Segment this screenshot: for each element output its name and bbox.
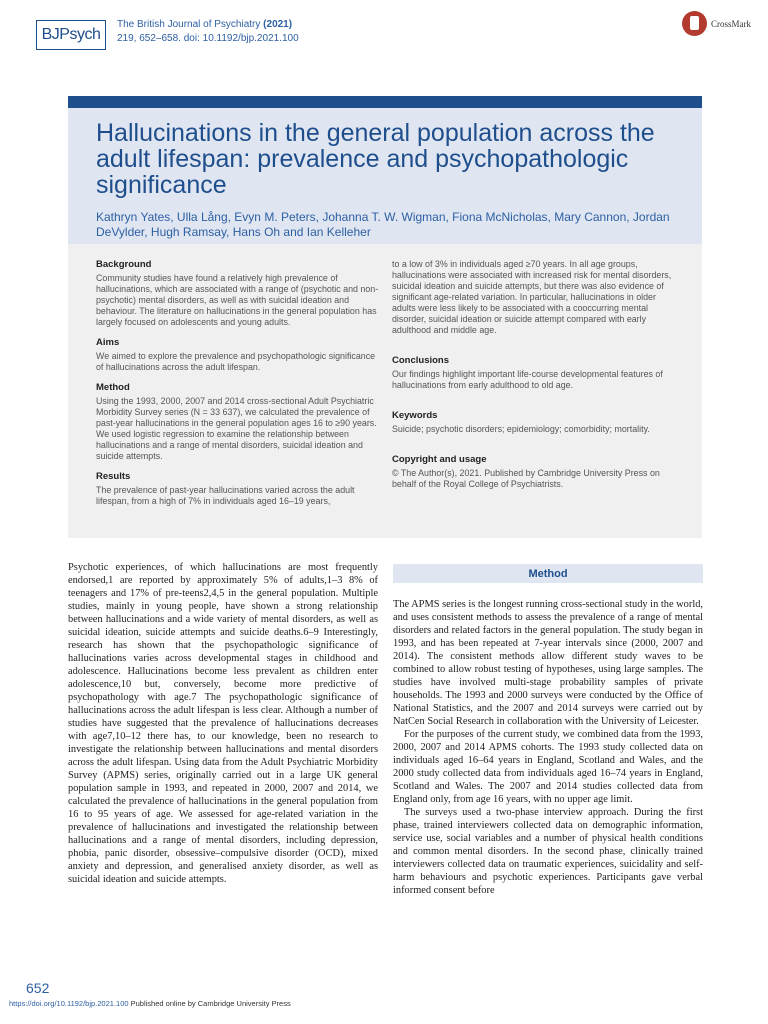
copyright-text: © The Author(s), 2021. Published by Cambridge University Press on behalf of the Royal College of Psychiatrists. xyxy=(392,468,660,489)
method-paragraph-1: The APMS series is the longest running cross-sectional study in the world, and uses consistent methods to assess the prevalence of a range of mental disorders and related factors in the general population. The study began in 1993, and has been repeated at 7-year intervals since (2000, 2007 and 2014). The consistent methods allow different study waves to be combined to allow robust testing of hypotheses, using large samples. The studies have involved multi-stage probability samples of private households. The 1993 and 2000 surveys were conducted by the Office of National Statistics, and the 2007 and 2014 surveys were carried out by NatCen Social Research in collaboration with the University of Leicester. xyxy=(393,599,703,727)
published-note: Published online by Cambridge University Press xyxy=(128,999,291,1008)
crossmark-icon xyxy=(682,11,707,36)
journal-logo xyxy=(36,20,106,50)
copyright-heading: Copyright and usage xyxy=(392,454,487,465)
citation[interactable]: 219, 652–658. doi: 10.1192/bjp.2021.100 xyxy=(117,33,299,44)
keywords-text: Suicide; psychotic disorders; epidemiology; comorbidity; mortality. xyxy=(392,424,650,434)
journal-info xyxy=(117,18,299,46)
journal-name[interactable]: The British Journal of Psychiatry xyxy=(117,19,261,30)
author-list: Kathryn Yates, Ulla Lång, Evyn M. Peters, Johanna T. W. Wigman, Fiona McNicholas, Mary Cannon, Jordan DeVylder, Hugh Ramsay, Hans Oh and Ian Kelleher xyxy=(96,210,670,239)
conclusions-text: Our findings highlight important life-course developmental features of hallucinations from early adulthood to old age. xyxy=(392,369,663,390)
intro-column xyxy=(68,561,378,886)
crossmark-label: CrossMark xyxy=(711,18,751,29)
doi-link[interactable]: https://doi.org/10.1192/bjp.2021.100 xyxy=(9,999,129,1008)
background-text: Community studies have found a relatively high prevalence of hallucinations, which are associated with a range of (psychotic and non-psychotic) mental disorders, as well as with suicidal ideation and behaviour. The literature on hallucinations in the general population has largely focused on adolescents and young adults. xyxy=(96,273,379,327)
journal-year: (2021) xyxy=(263,19,293,30)
article-title: Hallucinations in the general population across the adult lifespan: prevalence and psychopathologic significance xyxy=(96,119,655,199)
crossmark-badge[interactable] xyxy=(682,11,751,36)
aims-heading: Aims xyxy=(96,337,120,348)
intro-paragraph: Psychotic experiences, of which hallucinations are most frequently endorsed,1 are reported by approximately 5% of adults,1–3 8% of teenagers and 17% of pre-teens2,4,5 in the general population. Multiple studies, mainly in young people, have shown a strong relationship between hallucinations and a wide variety of mental disorders, as well as suicidal ideation, suicide attempts and suicide deaths.6–9 Interestingly, research has shown that the psychopathologic significance of hallucinations varies across developmental stages in childhood and adolescence. Hallucinations become less prevalent as children enter adolescence,10 but, conversely, become more predictive of psychopathology with age.7 The psychopathologic significance of hallucinations across the adult lifespan is less clear. Although a number of studies have suggested that the prevalence of hallucinations decreases with age7,10–12 there has, to our knowledge, been no research to investigate the relationship between hallucinations and mental disorders across the adult lifespan. Using data from the Adult Psychiatric Morbidity Survey (APMS) series, originally carried out in a large UK general population sample in 1993, and repeated in 2000, 2007 and 2014, we calculated the prevalence of hallucinations in the general population from 16 to 95 years of age. We assessed for age-related variation in the prevalence of hallucinations and investigated the relationship between hallucinations and a range of mental disorders, including depression, phobia, panic disorder, obsessive–compulsive disorder (OCD), mixed anxiety and depression, and generalised anxiety disorder, as well as suicidal ideation and suicide attempts. xyxy=(68,562,378,885)
results-text-part2: to a low of 3% in individuals aged ≥70 years. In all age groups, hallucinations were associated with increased risk for mental disorders, suicidal ideation and suicide attempts, but there was also evidence of significant age-related variation. In particular, hallucinations in older adults were less likely to be associated with a cooccurring mental disorder, suicidal ideation or suicide attempt compared with early adulthood and middle age. xyxy=(392,259,672,335)
abstract-right-column xyxy=(392,259,678,499)
keywords-heading: Keywords xyxy=(392,410,438,421)
method-column xyxy=(393,598,703,897)
method-paragraph-3: The surveys used a two-phase interview approach. During the first phase, trained interviewers collected data on demographic information, service use, social variables and a number of physical health conditions and common mental disorders. In the second phase, clinically trained interviewers collected data on traumatic experiences, suicidality and self-harm behaviours and psychotic experiences. Participants gave verbal informed consent before xyxy=(393,807,703,896)
method-section-bar xyxy=(393,564,703,583)
footer-line xyxy=(9,999,291,1008)
method-section-heading: Method xyxy=(528,567,568,580)
method-heading: Method xyxy=(96,382,130,393)
results-text-part1: The prevalence of past-year hallucinations varied across the adult lifespan, from a high of 7% in individuals aged 16–19 years, xyxy=(96,485,355,506)
method-text: Using the 1993, 2000, 2007 and 2014 cross-sectional Adult Psychiatric Morbidity Survey series (N = 33 637), we calculated the prevalence of past-year hallucinations in the general population ages 16 to ≥90 years. We used logistic regression to examine the relationship between hallucinations and a range of mental disorders, suicidal ideation and suicide attempts. xyxy=(96,396,377,461)
background-heading: Background xyxy=(96,259,152,270)
abstract-left-column xyxy=(96,259,382,516)
title-top-bar xyxy=(68,96,702,108)
conclusions-heading: Conclusions xyxy=(392,355,450,366)
results-heading: Results xyxy=(96,471,131,482)
page-number: 652 xyxy=(26,980,50,996)
aims-text: We aimed to explore the prevalence and psychopathologic significance of hallucinations across the adult lifespan. xyxy=(96,351,376,372)
method-paragraph-2: For the purposes of the current study, we combined data from the 1993, 2000, 2007 and 2014 APMS cohorts. The 1993 study collected data on individuals aged 16–64 years in England, Scotland and Wales, and the 2000 study collected data from individuals aged 16–74 years in England, Scotland and Wales. The 2007 and 2014 studies collected data from England only, from age 16 years, with no upper age limit. xyxy=(393,729,703,805)
logo-text: BJPsych xyxy=(41,26,101,43)
